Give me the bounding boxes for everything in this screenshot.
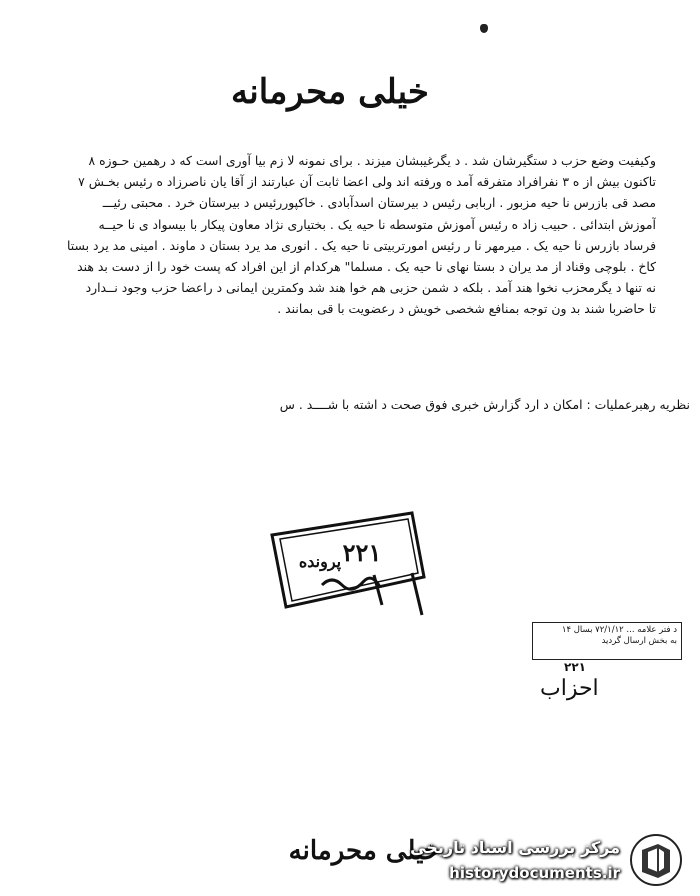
registration-number: ۲۲۱: [564, 660, 586, 674]
registration-line: به بخش ارسال گردید: [601, 636, 677, 646]
body-line: آموزش ابتدائی . حبیب زاد ه رئیس آموزش متوسطه نا حیه یک . بختیاری نژاد معاون پیکار با بیسواد ی نا حیــه: [98, 216, 656, 232]
body-line: وکیفیت وضع حزب د ستگیرشان شد . د یگرغیبشان میزند . برای نمونه لا زم بیا آوری است که د رهمین حـوزه ۸: [88, 153, 656, 168]
registration-line: د فتر علامه ... ۷۲/۱/۱۲ بسال ۱۴: [561, 625, 677, 635]
footer-classification-title: خیلی محرمانه: [288, 836, 440, 866]
body-line: تاکنون بیش از ه ۳ نفرافراد متفرقه آمد ه ورفته اند ولی اعضا ثابت آن عبارتند از آقا یان ناصرزاد ه رئیس بخـش ۷: [78, 174, 656, 190]
stamp-word: پرونده: [298, 552, 342, 571]
body-line: کاخ . بلوچی وقناد از مد یران د بستا نهای نا حیه یک . مسلما" هرکدام از این افراد که پست خود را از دست بد هند: [77, 258, 656, 274]
registration-box: [532, 622, 682, 660]
file-stamp: [262, 505, 432, 625]
header-classification-title: خیلی محرمانه: [231, 72, 429, 112]
report-body: [36, 150, 656, 320]
ink-mark: [480, 24, 488, 33]
book-logo-icon: [628, 832, 684, 888]
body-line: مصد قی بازرس نا حیه مزبور . اربابی رئیس د بیرستان اسدآبادی . خاکپوررئیس د بیرستان خرد . محبتی رئیـــ: [102, 195, 656, 211]
handwritten-note: احزاب: [540, 676, 599, 701]
operations-leader-opinion: نظریه رهبرعملیات : امکان د ارد گزارش خبری فوق صحت د اشته با شــــد . س: [279, 397, 690, 412]
watermark: [408, 822, 694, 892]
body-line: فرساد بازرس نا حیه یک . میرمهر نا ر رئیس امورتربیتی نا حیه یک . انوری مد یرد بستان د ماوند . امینی مد یرد بستا: [67, 237, 656, 253]
watermark-url: historydocuments.ir: [449, 864, 620, 882]
watermark-name: مرکز بررسی اسناد تاریخی: [410, 838, 620, 857]
stamp-number: ۲۲۱: [342, 538, 382, 567]
body-line: تا حاضربا شند بد ون توجه بمنافع شخصی خویش د رعضویت با قی بمانند .: [277, 301, 656, 317]
body-line: نه تنها د یگرمحزب نخوا هند آمد . بلکه د شمن حزبی هم خوا هند شد وکمترین ایمانی د راعضا حزب وجود نــدارد: [85, 280, 656, 296]
